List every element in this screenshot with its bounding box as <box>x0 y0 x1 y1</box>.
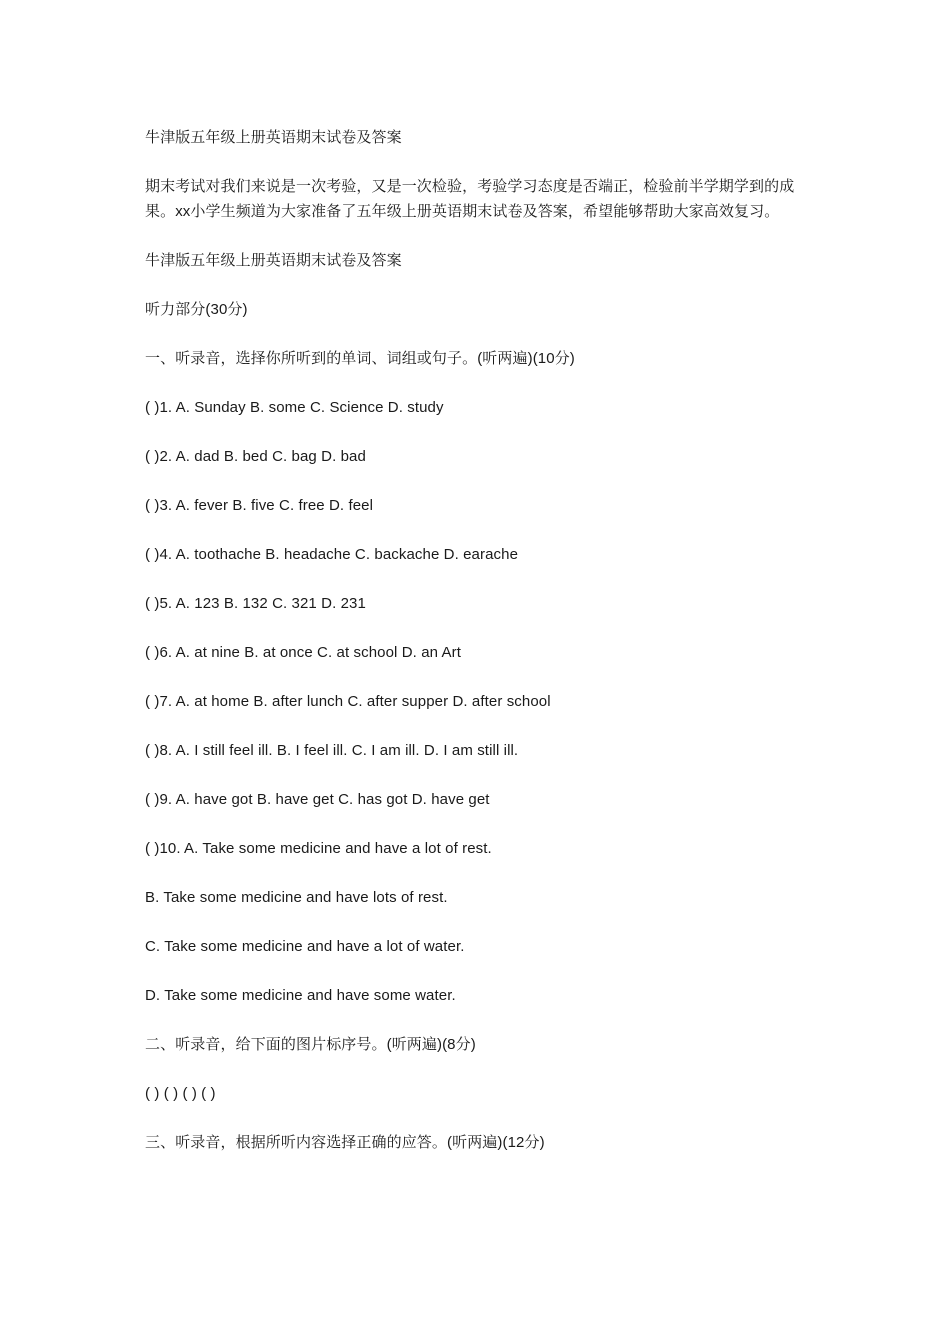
listening-header: 听力部分(30分) <box>145 301 248 318</box>
question-10: ( )10. A. Take some medicine and have a lot of rest. <box>145 840 492 857</box>
question-1: ( )1. A. Sunday B. some C. Science D. study <box>145 399 444 416</box>
section-3-header: 三、听录音，根据所听内容选择正确的应答。(听两遍)(12分) <box>145 1134 545 1151</box>
document-title: 牛津版五年级上册英语期末试卷及答案 <box>145 129 402 146</box>
question-3: ( )3. A. fever B. five C. free D. feel <box>145 497 374 514</box>
question-6: ( )6. A. at nine B. at once C. at school D. an Art <box>145 644 461 661</box>
document-body <box>145 125 813 1179</box>
section-2-blanks: ( ) ( ) ( ) ( ) <box>145 1085 216 1102</box>
question-8: ( )8. A. I still feel ill. B. I feel ill. C. I am ill. D. I am still ill. <box>145 742 519 759</box>
question-10-option-d: D. Take some medicine and have some water. <box>145 987 456 1004</box>
section-1-header: 一、听录音，选择你所听到的单词、词组或句子。(听两遍)(10分) <box>145 350 575 367</box>
question-7: ( )7. A. at home B. after lunch C. after supper D. after school <box>145 693 551 710</box>
question-4: ( )4. A. toothache B. headache C. backache D. earache <box>145 546 519 563</box>
question-5: ( )5. A. 123 B. 132 C. 321 D. 231 <box>145 595 366 612</box>
question-2: ( )2. A. dad B. bed C. bag D. bad <box>145 448 366 465</box>
document-subtitle: 牛津版五年级上册英语期末试卷及答案 <box>145 252 402 269</box>
question-9: ( )9. A. have got B. have get C. has got D. have get <box>145 791 490 808</box>
question-10-option-c: C. Take some medicine and have a lot of water. <box>145 938 465 955</box>
intro-paragraph: 期末考试对我们来说是一次考验，又是一次检验，考验学习态度是否端正，检验前半学期学到的成果。xx小学生频道为大家准备了五年级上册英语期末试卷及答案，希望能够帮助大家高效复习。 <box>145 178 795 220</box>
question-10-option-b: B. Take some medicine and have lots of rest. <box>145 889 448 906</box>
section-2-header: 二、听录音，给下面的图片标序号。(听两遍)(8分) <box>145 1036 476 1053</box>
